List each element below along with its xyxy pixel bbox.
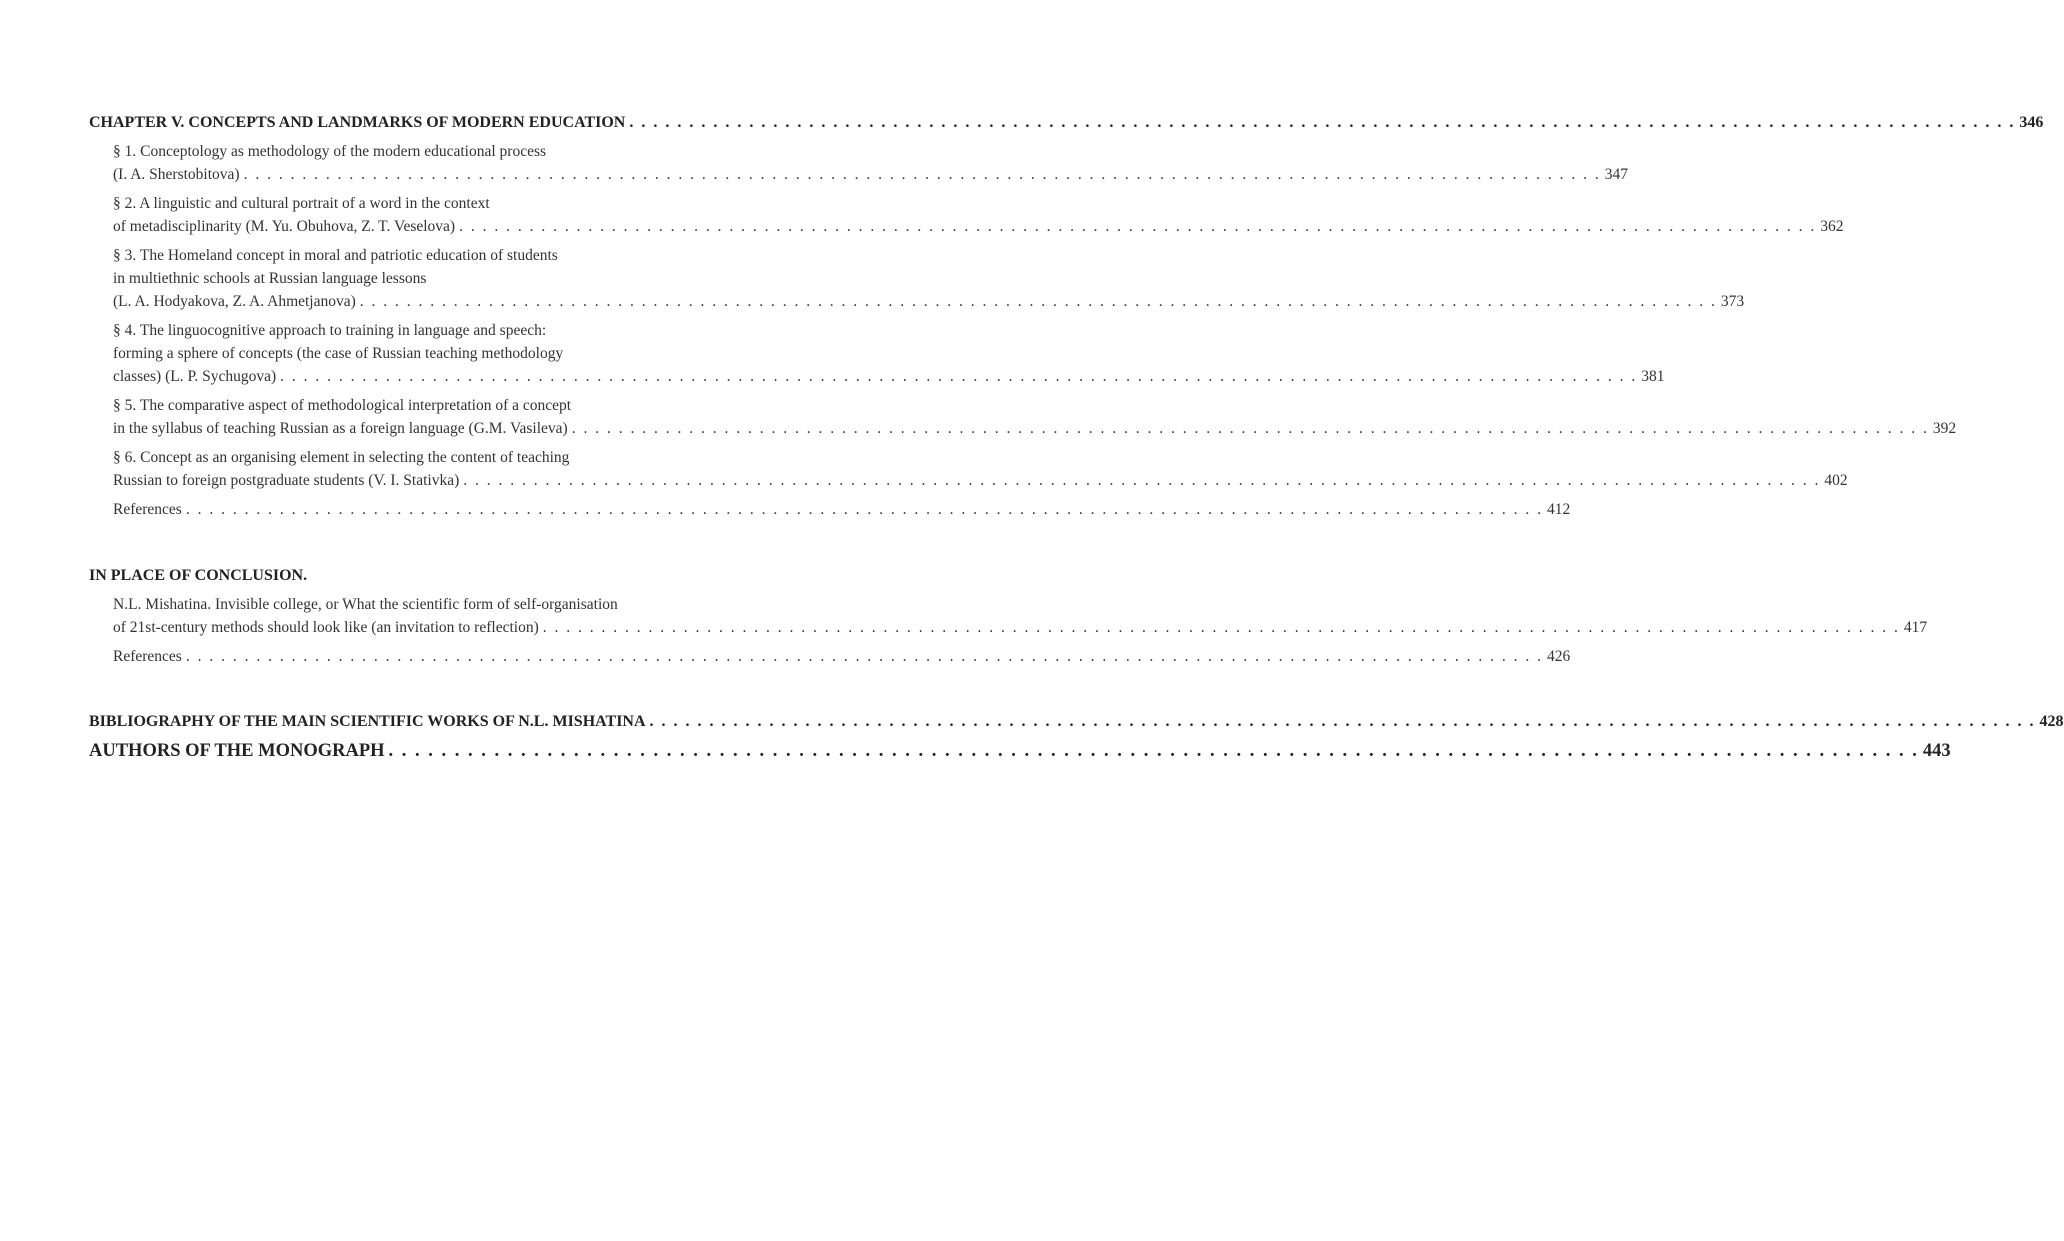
- entry-last-line: (I. A. Sherstobitova): [113, 166, 240, 183]
- dot-leader: . . . . . . . . . . . . . . . . . . . . . . . . . . . . . . . . . . . . . . . . . . . . . . . . . . . . . . . . . . . . . . . . . . . . . . . . . . . . . . . . . . . . . . . . . . . . . . . . . . . . . . . . . . . . . . . . . . . .: [571, 420, 1929, 437]
- dot-leader: . . . . . . . . . . . . . . . . . . . . . . . . . . . . . . . . . . . . . . . . . . . . . . . . . . . . . . . . . . . . . . . . . . . . . . . . . . . . . . . . . . . . . . . . . . . . . . . . . . . . . . . . . . . . . . . . . . . .: [629, 114, 2016, 131]
- dot-leader: . . . . . . . . . . . . . . . . . . . . . . . . . . . . . . . . . . . . . . . . . . . . . . . . . . . . . . . . . . . . . . . . . . . . . . . . . . . . . . . . . . . . . . . . . . . . . . . . . . . . . . . . . . . . . . . . . . . .: [388, 741, 1919, 761]
- entry-line: in multiethnic schools at Russian language lessons: [113, 270, 427, 287]
- entry-line: forming a sphere of concepts (the case of Russian teaching methodology: [113, 345, 564, 362]
- dot-leader: . . . . . . . . . . . . . . . . . . . . . . . . . . . . . . . . . . . . . . . . . . . . . . . . . . . . . . . . . . . . . . . . . . . . . . . . . . . . . . . . . . . . . . . . . . . . . . . . . . . . . . . . . . . . . . . . . . . .: [243, 166, 1601, 183]
- entry-page: 392: [1932, 420, 1957, 437]
- chapter-v-page: 346: [2019, 114, 2044, 131]
- entry-last-line: (L. A. Hodyakova, Z. A. Ahmetjanova): [113, 293, 356, 310]
- entry-page: 426: [1546, 648, 1571, 665]
- entry-line: § 4. The linguocognitive approach to training in language and speech:: [113, 322, 547, 339]
- toc-entry-section-2[interactable]: [113, 192, 1844, 238]
- bibliography-page: 428: [2039, 713, 2064, 730]
- entry-page: 373: [1720, 293, 1745, 310]
- authors-title: AUTHORS OF THE MONOGRAPH: [89, 741, 385, 761]
- toc-entry-references[interactable]: [113, 645, 1571, 668]
- toc-entry-section-5[interactable]: [113, 394, 1957, 440]
- entry-page: 347: [1604, 166, 1628, 183]
- authors-heading[interactable]: [89, 738, 1951, 764]
- toc-entry-conclusion[interactable]: [113, 593, 1928, 639]
- dot-leader: . . . . . . . . . . . . . . . . . . . . . . . . . . . . . . . . . . . . . . . . . . . . . . . . . . . . . . . . . . . . . . . . . . . . . . . . . . . . . . . . . . . . . . . . . . . . . . . . . . . . . . . . . . . . . . . . . . . .: [185, 501, 1543, 518]
- table-of-contents: [89, 111, 2064, 764]
- entry-page: 417: [1903, 619, 1928, 636]
- dot-leader: . . . . . . . . . . . . . . . . . . . . . . . . . . . . . . . . . . . . . . . . . . . . . . . . . . . . . . . . . . . . . . . . . . . . . . . . . . . . . . . . . . . . . . . . . . . . . . . . . . . . . . . . . . . . . . . . . . . .: [459, 218, 1817, 235]
- entry-page: 412: [1546, 501, 1571, 518]
- chapter-v-entries: [89, 140, 1957, 521]
- entry-line: § 5. The comparative aspect of methodological interpretation of a concept: [113, 397, 572, 414]
- dot-leader: . . . . . . . . . . . . . . . . . . . . . . . . . . . . . . . . . . . . . . . . . . . . . . . . . . . . . . . . . . . . . . . . . . . . . . . . . . . . . . . . . . . . . . . . . . . . . . . . . . . . . . . . . . . . . . . . . . . .: [542, 619, 1900, 636]
- dot-leader: . . . . . . . . . . . . . . . . . . . . . . . . . . . . . . . . . . . . . . . . . . . . . . . . . . . . . . . . . . . . . . . . . . . . . . . . . . . . . . . . . . . . . . . . . . . . . . . . . . . . . . . . . . . . . . . . . . . .: [185, 648, 1543, 665]
- toc-entry-section-4[interactable]: [113, 319, 1665, 388]
- bibliography-title: BIBLIOGRAPHY OF THE MAIN SCIENTIFIC WORKS OF N.L. MISHATINA: [89, 713, 646, 730]
- entry-last-line: References: [113, 648, 182, 665]
- bibliography-heading[interactable]: [89, 710, 2064, 734]
- conclusion-heading[interactable]: IN PLACE OF CONCLUSION.: [89, 567, 308, 584]
- dot-leader: . . . . . . . . . . . . . . . . . . . . . . . . . . . . . . . . . . . . . . . . . . . . . . . . . . . . . . . . . . . . . . . . . . . . . . . . . . . . . . . . . . . . . . . . . . . . . . . . . . . . . . . . . . . . . . . . . . . .: [359, 293, 1717, 310]
- toc-entry-section-6[interactable]: [113, 446, 1848, 492]
- chapter-v-title: CHAPTER V. CONCEPTS AND LANDMARKS OF MODERN EDUCATION: [89, 114, 626, 131]
- entry-last-line: of 21st-century methods should look like (an invitation to reflection): [113, 619, 539, 636]
- authors-page: 443: [1922, 741, 1951, 761]
- entry-last-line: classes) (L. P. Sychugova): [113, 368, 277, 385]
- dot-leader: . . . . . . . . . . . . . . . . . . . . . . . . . . . . . . . . . . . . . . . . . . . . . . . . . . . . . . . . . . . . . . . . . . . . . . . . . . . . . . . . . . . . . . . . . . . . . . . . . . . . . . . . . . . . . . . . . . . .: [649, 713, 2036, 730]
- entry-page: 381: [1641, 368, 1665, 385]
- entry-last-line: References: [113, 501, 182, 518]
- entry-line: § 6. Concept as an organising element in selecting the content of teaching: [113, 449, 570, 466]
- dot-leader: . . . . . . . . . . . . . . . . . . . . . . . . . . . . . . . . . . . . . . . . . . . . . . . . . . . . . . . . . . . . . . . . . . . . . . . . . . . . . . . . . . . . . . . . . . . . . . . . . . . . . . . . . . . . . . . . . . . .: [280, 368, 1638, 385]
- entry-page: 402: [1824, 472, 1848, 489]
- entry-last-line: Russian to foreign postgraduate students (V. I. Stativka): [113, 472, 460, 489]
- entry-line: § 3. The Homeland concept in moral and patriotic education of students: [113, 247, 558, 264]
- toc-entry-references[interactable]: [113, 498, 1571, 521]
- entry-last-line: of metadisciplinarity (M. Yu. Obuhova, Z. T. Veselova): [113, 218, 456, 235]
- dot-leader: . . . . . . . . . . . . . . . . . . . . . . . . . . . . . . . . . . . . . . . . . . . . . . . . . . . . . . . . . . . . . . . . . . . . . . . . . . . . . . . . . . . . . . . . . . . . . . . . . . . . . . . . . . . . . . . . . . . .: [463, 472, 1821, 489]
- chapter-v-heading[interactable]: [89, 111, 2044, 135]
- toc-entry-section-1[interactable]: [113, 140, 1628, 186]
- entry-line: § 1. Conceptology as methodology of the modern educational process: [113, 143, 547, 160]
- entry-line: § 2. A linguistic and cultural portrait of a word in the context: [113, 195, 490, 212]
- entry-line: N.L. Mishatina. Invisible college, or What the scientific form of self-organisation: [113, 596, 618, 613]
- conclusion-entries: [89, 593, 1928, 668]
- toc-entry-section-3[interactable]: [113, 244, 1745, 313]
- entry-page: 362: [1820, 218, 1844, 235]
- entry-last-line: in the syllabus of teaching Russian as a foreign language (G.M. Vasileva): [113, 420, 568, 437]
